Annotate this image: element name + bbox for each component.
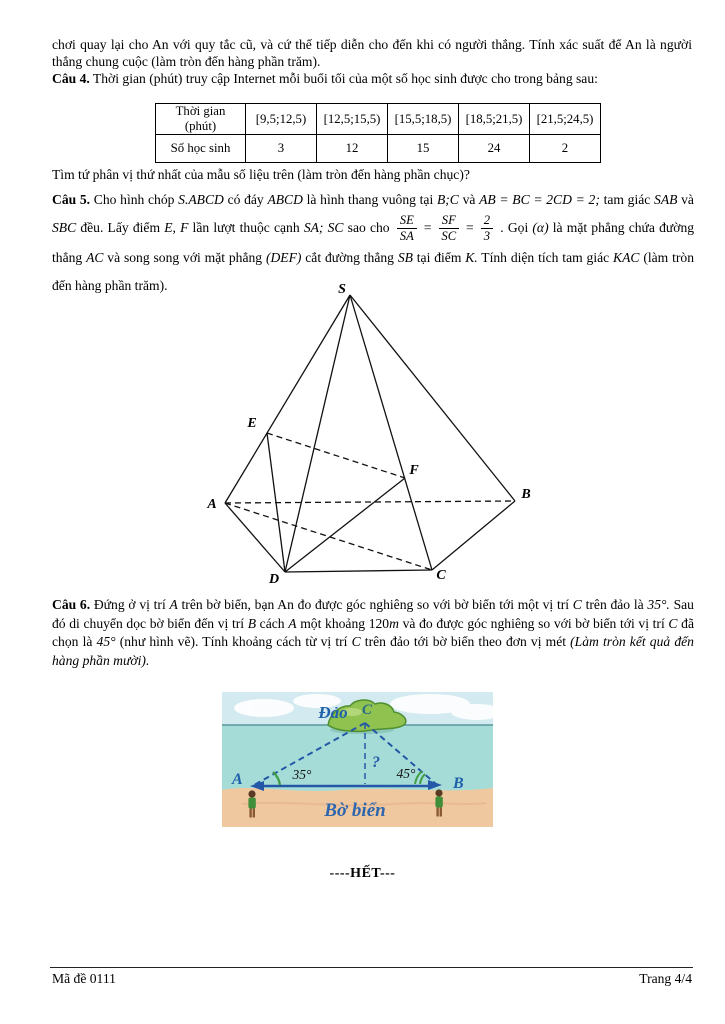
- footer-divider: [50, 967, 693, 968]
- text-run: lần lượt thuộc cạnh: [188, 220, 304, 235]
- text-run: và: [677, 192, 694, 207]
- text-run: trên đảo là: [581, 597, 648, 612]
- text-run: (α): [532, 220, 549, 235]
- text-run: . Gọi: [496, 220, 533, 235]
- exam-code: Mã đề 0111: [52, 971, 116, 986]
- text-run: 45°: [96, 634, 116, 650]
- math-fraction: $\frac{SE}{SA}$: [397, 214, 417, 243]
- table-cell-count: 12: [317, 135, 388, 163]
- text-run: (DEF): [265, 249, 302, 265]
- text-run: đều. Lấy điểm: [76, 220, 165, 235]
- text-run: Sau đó di chuyển dọc bờ biển đến vị trí: [52, 597, 694, 631]
- text-run: ABCD: [267, 192, 303, 207]
- text-run: đã chọn là: [52, 615, 694, 650]
- text-run: sao cho: [343, 220, 394, 235]
- footer: [52, 971, 692, 987]
- island-label: Đảo: [318, 703, 348, 722]
- table-row-time: [156, 104, 601, 135]
- text-run: (như hình vẽ). Tính khoảng cách từ vị trí: [115, 634, 352, 650]
- table-cell-count: 3: [246, 135, 317, 163]
- table-cell-count: 24: [459, 135, 530, 163]
- pyramid-label-b: B: [521, 487, 531, 502]
- text-run: Đứng ở vị trí: [90, 597, 170, 612]
- text-run: C: [351, 634, 361, 650]
- cau4-intro-line: [52, 70, 692, 87]
- text-run: và song song với mặt phẳng: [103, 249, 266, 265]
- text-run: SBC: [52, 220, 77, 235]
- table-header-count: Số học sinh: [156, 135, 246, 163]
- end-marker: ----HẾT---: [329, 866, 396, 881]
- text-run: SB: [397, 249, 413, 265]
- text-run: Câu 5.: [52, 192, 91, 207]
- table-cell-interval: [18,5;21,5): [459, 104, 530, 135]
- text-run: A: [288, 615, 297, 631]
- text-run: có đáy: [223, 192, 268, 207]
- math-fraction: $\frac{SF}{SC}$: [439, 214, 459, 243]
- text-run: AB = BC = 2CD = 2;: [479, 192, 600, 207]
- cau4-question: [52, 166, 692, 183]
- text-run: tam giác: [599, 192, 655, 207]
- cau4-label: Câu 4.: [52, 71, 90, 87]
- table-cell-interval: [15,5;18,5): [388, 104, 459, 135]
- unknown-distance-label: ?: [372, 754, 380, 771]
- pyramid-label-e: E: [247, 416, 257, 431]
- text-run: B;C: [436, 192, 459, 207]
- point-a-label: A: [232, 771, 243, 788]
- island-point-label: C: [362, 702, 373, 718]
- pyramid-edges: [225, 295, 515, 572]
- beach-figure: [222, 692, 493, 827]
- text-run: AC: [86, 249, 104, 265]
- text-run: là hình thang vuông tại: [302, 192, 437, 207]
- text-run: là mặt phẳng chứa đường thẳng: [52, 220, 695, 265]
- text-run: m: [389, 615, 399, 631]
- page-number: Trang 4/4: [639, 971, 692, 986]
- intro-paragraph: [52, 36, 692, 88]
- cau6-paragraph: [52, 596, 694, 670]
- text-run: Cho hình chóp: [90, 192, 179, 207]
- angle-b-label: 45°: [396, 766, 416, 781]
- point-b-label: B: [453, 775, 464, 792]
- text-run: =: [461, 220, 478, 235]
- table-cell-interval: [9,5;12,5): [246, 104, 317, 135]
- text-run: trên đảo tới bờ biển theo đơn vị mét: [360, 634, 571, 650]
- text-run: K.: [465, 249, 478, 265]
- text-run: 35°.: [647, 597, 670, 612]
- text-run: (Làm tròn kết quả đến hàng phần mười).: [52, 634, 694, 668]
- cau4-question-text: Tìm tứ phân vị thứ nhất của mẫu số liệu trên (làm tròn đến hàng phần chục)?: [52, 167, 470, 182]
- text-run: C: [668, 615, 678, 631]
- table-row-count: [156, 135, 601, 163]
- text-run: E, F: [164, 220, 189, 235]
- pyramid-labels: [206, 282, 530, 587]
- text-run: S.ABCD: [178, 192, 224, 207]
- text-run: trên bờ biển, bạn An đo được góc nghiêng so với bờ biển tới một vị trí: [177, 597, 573, 612]
- text-run: SA; SC: [303, 220, 344, 235]
- text-run: SAB: [654, 192, 678, 207]
- pyramid-label-f: F: [409, 463, 419, 478]
- pyramid-label-c: C: [436, 568, 446, 583]
- table-cell-interval: [21,5;24,5): [530, 104, 601, 135]
- text-run: một khoảng 120: [296, 615, 390, 631]
- text-run: và: [458, 192, 480, 207]
- table-header-time: Thời gian (phút): [156, 104, 246, 135]
- text-run: KAC: [613, 249, 640, 265]
- text-run: A: [169, 597, 178, 612]
- text-run: C: [572, 597, 582, 612]
- frequency-table: [155, 103, 601, 163]
- text-run: cách: [256, 615, 289, 631]
- table-cell-count: 2: [530, 135, 601, 163]
- shore-label: Bờ biển: [324, 800, 386, 821]
- text-run: (làm tròn đến hàng phần trăm).: [52, 249, 694, 293]
- text-run: cắt đường thẳng: [301, 249, 398, 265]
- table-cell-interval: [12,5;15,5): [317, 104, 388, 135]
- intro-text: chơi quay lại cho An với quy tắc cũ, và cứ thế tiếp diễn cho đến khi có người thắng. Tính xác suất để An là người thắng chung cuộc (làm tròn đến hàng phần trăm).: [52, 37, 692, 70]
- text-run: Tính diện tích tam giác: [477, 249, 614, 265]
- table-cell-count: 15: [388, 135, 459, 163]
- math-fraction: $\frac{2}{3}$: [481, 214, 493, 243]
- pyramid-figure: [195, 280, 545, 592]
- pyramid-label-d: D: [268, 572, 280, 587]
- text-run: B: [247, 615, 256, 631]
- cau4-intro-text: Thời gian (phút) truy cập Internet mỗi buổi tối của một số học sinh được cho trong bảng sau:: [89, 71, 598, 87]
- text-run: =: [419, 220, 436, 235]
- angle-a-label: 35°: [292, 767, 312, 782]
- pyramid-label-a: A: [207, 497, 217, 512]
- text-run: Câu 6.: [52, 597, 91, 612]
- text-run: và đo được góc nghiêng so với bờ biển tới vị trí: [398, 615, 669, 631]
- pyramid-label-s: S: [338, 282, 346, 297]
- text-run: tại điểm: [412, 249, 466, 265]
